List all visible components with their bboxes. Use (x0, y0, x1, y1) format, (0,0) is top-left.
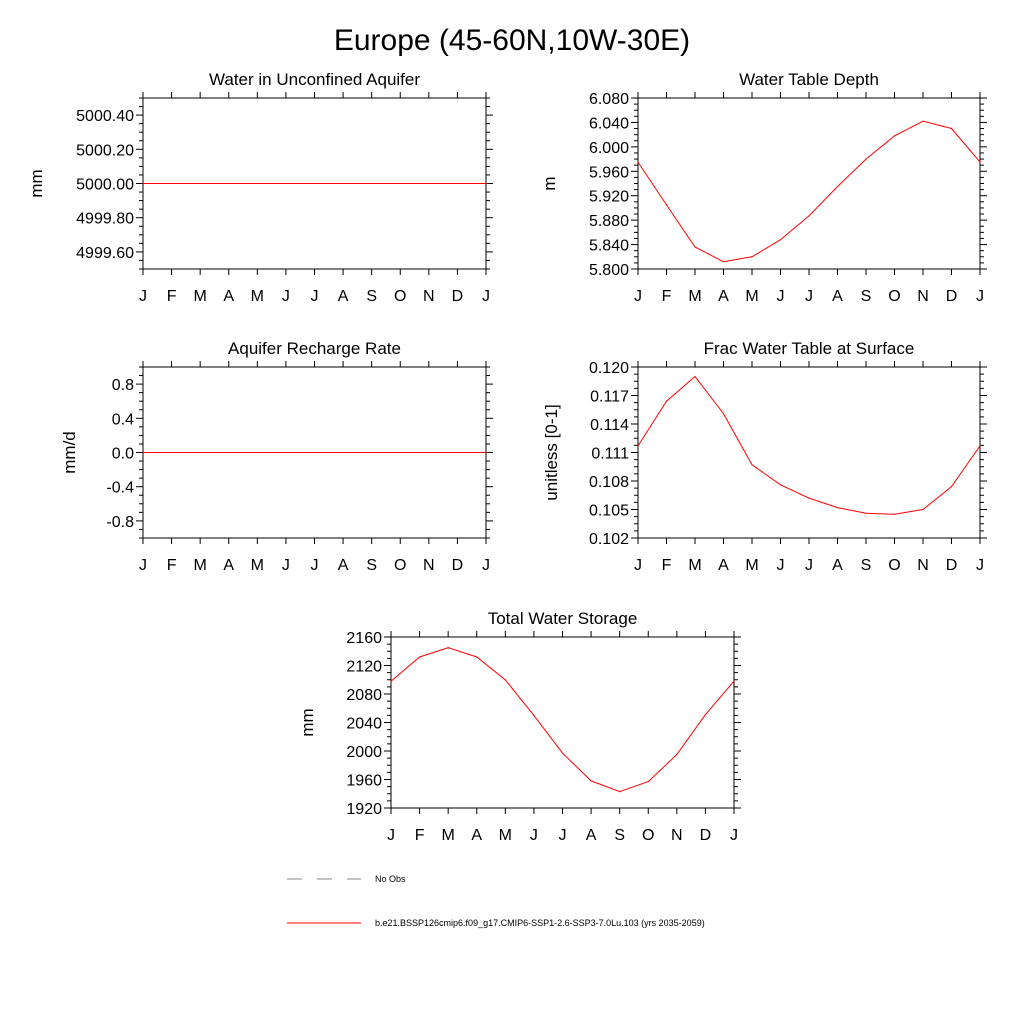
x-tick-label: S (366, 557, 378, 574)
series-line (638, 121, 980, 262)
data-point (171, 452, 172, 453)
x-tick-label: M (745, 288, 759, 305)
series-line (638, 377, 980, 515)
data-point (342, 452, 343, 453)
x-tick-label: O (394, 288, 407, 305)
y-tick-label: 0.120 (588, 360, 629, 377)
x-tick-label: J (387, 827, 395, 844)
x-tick-label: S (860, 557, 872, 574)
x-tick-label: O (888, 288, 901, 305)
data-point (171, 183, 172, 184)
data-point (694, 246, 695, 247)
x-tick-label: D (945, 557, 958, 574)
x-tick-label: D (945, 288, 958, 305)
data-point (865, 513, 866, 514)
y-tick-label: 0.8 (111, 377, 134, 395)
y-tick-label: 5.960 (588, 164, 629, 182)
x-tick-label: S (366, 288, 378, 305)
x-tick-label: A (223, 557, 235, 574)
data-point (837, 507, 838, 508)
y-tick-label: 4999.60 (76, 244, 134, 262)
y-axis-label: mm (27, 169, 46, 198)
x-tick-label: D (451, 557, 464, 574)
panel-title: Aquifer Recharge Rate (228, 339, 401, 358)
data-point (142, 183, 143, 184)
y-tick-label: 0.111 (591, 445, 629, 463)
x-tick-label: S (860, 288, 872, 305)
x-tick-label: J (281, 288, 290, 305)
y-axis-label: mm/d (60, 431, 79, 474)
x-tick-label: M (745, 557, 759, 574)
x-tick-label: J (310, 557, 319, 574)
data-point (922, 509, 923, 510)
y-tick-label: 6.040 (588, 115, 629, 133)
plot-frame (638, 367, 980, 538)
data-point (285, 183, 286, 184)
data-point (448, 647, 449, 648)
x-tick-label: J (805, 557, 813, 574)
data-point (922, 121, 923, 122)
x-tick-label: A (832, 288, 843, 305)
y-tick-label: 0.102 (588, 531, 629, 548)
data-point (533, 715, 534, 716)
chart-panel-water-in-unconfined-aquifer (27, 70, 493, 305)
y-tick-label: 6.000 (588, 139, 629, 157)
x-tick-label: M (250, 557, 264, 574)
panel-title: Total Water Storage (487, 609, 638, 628)
data-point (733, 681, 734, 682)
x-tick-label: N (423, 557, 435, 574)
data-point (808, 215, 809, 216)
data-point (228, 452, 229, 453)
x-tick-label: O (642, 827, 655, 844)
data-point (705, 714, 706, 715)
x-tick-label: O (394, 557, 407, 574)
chart-panel-aquifer-recharge-rate (60, 339, 493, 574)
data-point (419, 656, 420, 657)
y-tick-label: 5.840 (588, 237, 629, 255)
x-tick-label: J (776, 557, 785, 574)
panels (27, 70, 987, 844)
data-point (951, 486, 952, 487)
data-point (457, 452, 458, 453)
x-tick-label: J (529, 827, 538, 844)
data-point (837, 186, 838, 187)
data-point (476, 656, 477, 657)
x-tick-label: N (917, 288, 929, 305)
x-tick-label: J (634, 557, 642, 574)
data-point (590, 780, 591, 781)
y-tick-label: -0.8 (106, 513, 134, 531)
x-tick-label: N (671, 827, 683, 844)
data-point (400, 183, 401, 184)
x-tick-label: J (281, 557, 290, 574)
y-tick-label: 0.105 (588, 502, 629, 520)
y-tick-label: 2080 (346, 687, 382, 704)
data-point (314, 452, 315, 453)
x-tick-label: N (917, 557, 929, 574)
x-tick-label: A (223, 288, 235, 305)
series-line (391, 648, 734, 792)
x-tick-label: M (688, 557, 702, 574)
y-tick-label: 5000.20 (76, 142, 134, 160)
chart-panel-total-water-storage (298, 609, 741, 844)
data-point (979, 445, 980, 446)
x-tick-label: J (139, 288, 147, 305)
x-tick-label: J (976, 288, 984, 305)
panel-title: Water in Unconfined Aquifer (208, 70, 421, 89)
data-point (342, 183, 343, 184)
data-point (751, 256, 752, 257)
x-tick-label: M (441, 827, 455, 844)
data-point (485, 183, 486, 184)
data-point (257, 183, 258, 184)
x-tick-label: M (498, 827, 512, 844)
x-tick-label: A (471, 827, 483, 844)
x-tick-label: S (614, 827, 626, 844)
y-tick-label: -0.4 (106, 479, 134, 497)
data-point (751, 464, 752, 465)
data-point (694, 376, 695, 377)
x-tick-label: F (166, 557, 177, 574)
data-point (648, 781, 649, 782)
chart-panel-water-table-depth (540, 70, 987, 305)
data-point (257, 452, 258, 453)
x-tick-label: M (193, 557, 207, 574)
y-tick-label: 5000.00 (76, 176, 134, 194)
data-point (428, 452, 429, 453)
data-point (428, 183, 429, 184)
legend-obs-label: No Obs (375, 874, 406, 884)
data-point (951, 128, 952, 129)
data-point (808, 498, 809, 499)
x-tick-label: M (193, 288, 207, 305)
y-tick-label: 2160 (346, 630, 382, 647)
x-tick-label: J (634, 288, 642, 305)
data-point (894, 514, 895, 515)
data-point (666, 401, 667, 402)
x-tick-label: J (482, 288, 490, 305)
x-tick-label: J (730, 827, 738, 844)
data-point (505, 679, 506, 680)
y-tick-label: 6.080 (588, 91, 629, 108)
x-tick-label: F (661, 557, 672, 574)
data-point (865, 158, 866, 159)
x-tick-label: J (482, 557, 490, 574)
y-tick-label: 0.108 (588, 474, 629, 491)
data-point (200, 452, 201, 453)
x-tick-label: J (310, 288, 319, 305)
x-tick-label: N (423, 288, 435, 305)
x-tick-label: J (776, 288, 785, 305)
page-title: Europe (45-60N,10W-30E) (333, 24, 691, 57)
data-point (637, 162, 638, 163)
data-point (780, 484, 781, 485)
x-tick-label: F (414, 827, 425, 844)
data-point (228, 183, 229, 184)
data-point (371, 452, 372, 453)
x-tick-label: M (688, 288, 702, 305)
data-point (485, 452, 486, 453)
chart-panel-frac-water-table-at-surface (542, 339, 987, 574)
x-tick-label: A (337, 557, 349, 574)
y-tick-label: 5.920 (588, 188, 629, 206)
y-tick-label: 5.800 (588, 262, 629, 279)
x-tick-label: F (661, 288, 672, 305)
y-tick-label: 0.117 (590, 388, 629, 406)
x-tick-label: O (888, 557, 901, 574)
data-point (562, 753, 563, 754)
y-tick-label: 4999.80 (76, 210, 134, 228)
data-point (390, 681, 391, 682)
y-tick-label: 0.0 (111, 445, 134, 463)
x-tick-label: A (585, 827, 597, 844)
x-tick-label: D (451, 288, 464, 305)
data-point (142, 452, 143, 453)
data-point (400, 452, 401, 453)
y-tick-label: 2000 (346, 744, 382, 761)
y-tick-label: 5000.40 (76, 108, 134, 126)
x-tick-label: J (139, 557, 147, 574)
x-tick-label: D (699, 827, 712, 844)
data-point (314, 183, 315, 184)
data-point (666, 204, 667, 205)
panel-title: Water Table Depth (739, 70, 879, 89)
legend (287, 874, 705, 928)
plot-frame (638, 98, 980, 269)
data-point (637, 445, 638, 446)
y-tick-label: 2040 (346, 715, 382, 733)
y-tick-label: 0.114 (590, 417, 629, 434)
data-point (723, 261, 724, 262)
data-point (979, 162, 980, 163)
y-tick-label: 2120 (346, 658, 382, 676)
panel-title: Frac Water Table at Surface (703, 339, 915, 358)
y-tick-label: 1960 (346, 772, 382, 790)
legend-model-label: b.e21.BSSP126cmip6.f09_g17.CMIP6-SSP1-2.6-SSP3-7.0Lu.103 (yrs 2035-2059) (375, 918, 705, 928)
x-tick-label: A (337, 288, 349, 305)
y-axis-label: mm (298, 708, 317, 737)
x-tick-label: A (718, 288, 729, 305)
data-point (723, 413, 724, 414)
x-tick-label: J (805, 288, 813, 305)
y-tick-label: 0.4 (111, 411, 134, 429)
y-tick-label: 1920 (346, 801, 382, 818)
data-point (457, 183, 458, 184)
data-point (780, 239, 781, 240)
x-tick-label: F (166, 288, 177, 305)
y-tick-label: 5.880 (588, 213, 629, 231)
plot-frame (391, 637, 734, 808)
data-point (894, 135, 895, 136)
data-point (371, 183, 372, 184)
y-axis-label: unitless [0-1] (542, 404, 561, 501)
x-tick-label: A (832, 557, 843, 574)
x-tick-label: A (718, 557, 729, 574)
data-point (619, 791, 620, 792)
x-tick-label: J (976, 557, 984, 574)
data-point (676, 754, 677, 755)
data-point (200, 183, 201, 184)
x-tick-label: M (250, 288, 264, 305)
y-axis-label: m (540, 176, 559, 191)
x-tick-label: J (558, 827, 567, 844)
data-point (285, 452, 286, 453)
